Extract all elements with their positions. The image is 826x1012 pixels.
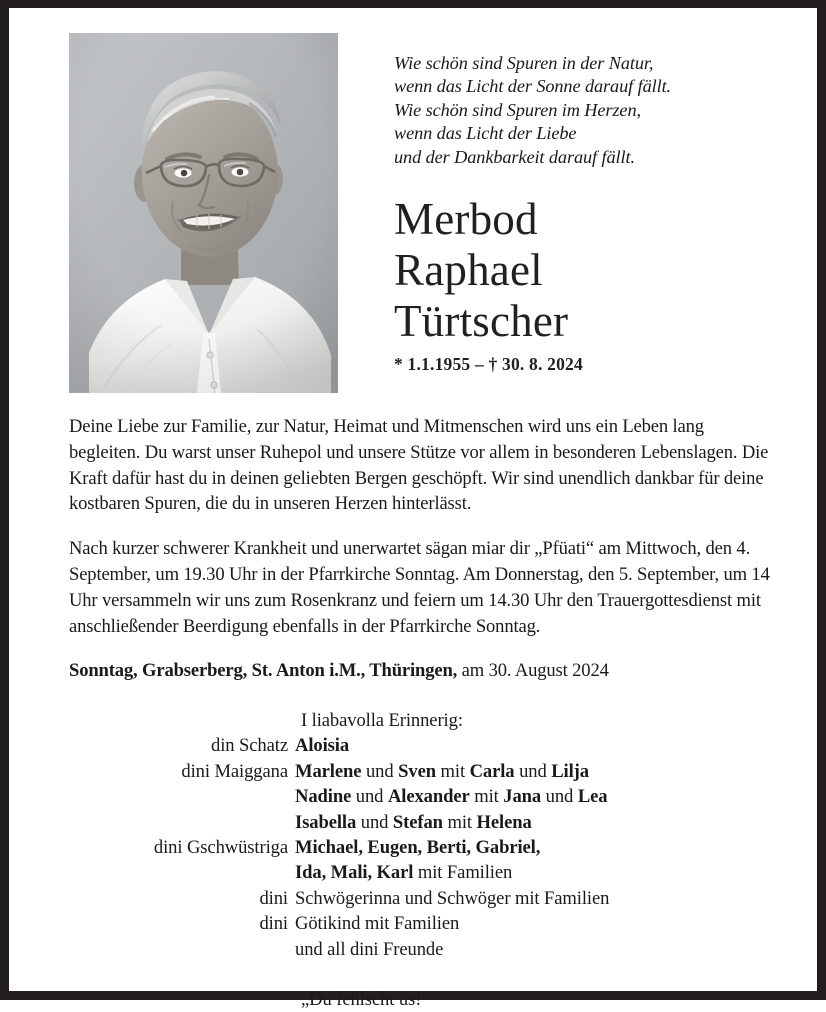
- family-member-name: Lea: [577, 786, 608, 808]
- family-connector-text: und: [514, 760, 552, 782]
- family-connector-text: mit Familien: [413, 862, 513, 884]
- family-member-names: [295, 810, 777, 835]
- family-relation-label: dini: [259, 887, 288, 909]
- family-name: Türtscher: [394, 296, 569, 346]
- family-relation-label: dini: [259, 913, 288, 935]
- family-member-name: Helena: [476, 811, 532, 833]
- obituary-body: [69, 414, 777, 684]
- family-member-name: Lilja: [551, 760, 589, 782]
- family-row: [69, 784, 777, 809]
- family-row: [69, 860, 777, 885]
- portrait-photo: [69, 33, 338, 393]
- poem-line: wenn das Licht der Sonne darauf fällt.: [394, 76, 672, 97]
- family-member-name: Carla: [469, 760, 515, 782]
- family-connector-text: und all dini Freunde: [295, 938, 444, 960]
- middle-name: Raphael: [394, 245, 543, 295]
- family-member-names: [295, 835, 777, 860]
- family-connector-text: und: [351, 786, 388, 808]
- family-member-names: [295, 733, 777, 758]
- family-row: [69, 759, 777, 784]
- family-list: [69, 708, 777, 1012]
- family-row: [69, 937, 777, 962]
- poem-line: und der Dankbarkeit darauf fällt.: [394, 146, 635, 167]
- life-dates: * 1.1.1955 – † 30. 8. 2024: [394, 354, 583, 374]
- family-list-heading: I liabavolla Erinnerig:: [301, 710, 463, 731]
- memorial-poem: [394, 52, 794, 169]
- family-member-names: [295, 784, 777, 809]
- family-row: [69, 835, 777, 860]
- given-name: Merbod: [394, 194, 538, 244]
- family-connector-text: Schwögerinna und Schwöger mit Familien: [295, 887, 610, 909]
- portrait-photo-image: [69, 33, 338, 393]
- family-member-names: [295, 860, 777, 885]
- announcement-date: am 30. August 2024: [457, 660, 609, 682]
- poem-line: wenn das Licht der Liebe: [394, 123, 577, 144]
- family-member-name: Ida, Mali, Karl: [295, 862, 414, 884]
- family-member-name: Stefan: [392, 811, 443, 833]
- family-member-names: [295, 937, 777, 962]
- family-member-name: Aloisia: [295, 735, 350, 757]
- family-rows: [69, 733, 777, 962]
- family-member-name: Jana: [503, 786, 542, 808]
- family-row: [69, 886, 777, 911]
- family-member-names: [295, 886, 777, 911]
- closing-quote: „Du fehlscht üs!“: [301, 989, 430, 1011]
- family-member-names: [295, 911, 777, 936]
- family-member-names: [295, 759, 777, 784]
- family-row: [69, 810, 777, 835]
- family-member-name: Marlene: [295, 760, 362, 782]
- family-connector-text: Götikind mit Familien: [295, 913, 460, 935]
- family-connector-text: mit: [469, 786, 504, 808]
- family-member-name: Nadine: [295, 786, 352, 808]
- deceased-name-block: [394, 194, 814, 375]
- family-relation-label: din Schatz: [211, 735, 288, 757]
- family-connector-text: und: [356, 811, 393, 833]
- funeral-details-paragraph: Nach kurzer schwerer Krankheit und unerwartet sägan miar dir „Pfüati“ am Mittwoch, den 4. September, um 19.30 Uhr in der Pfarrkirche Sonntag. Am Donnerstag, den 5. September, um 14 Uhr versammeln wir uns zum Rosenkranz und feiern um 14.30 Uhr den Trauergottesdienst mit anschließender Beerdigung ebenfalls in der Pfarrkirche Sonntag.: [69, 538, 770, 637]
- tribute-paragraph: Deine Liebe zur Familie, zur Natur, Heimat und Mitmenschen wird uns ein Leben lang begleiten. Du warst unser Ruhepol und unsere Stütze vor allem in besonderen Lebenslagen. Die Kraft dafür hast du in deinen geliebten Bergen geschöpft. Wir sind unendlich dankbar für deine kostbaren Spuren, die du in unseren Herzen hinterlässt.: [69, 416, 769, 515]
- family-member-name: Sven: [398, 760, 436, 782]
- family-row: [69, 733, 777, 758]
- family-member-name: Alexander: [387, 786, 470, 808]
- family-connector-text: und: [361, 760, 399, 782]
- place-names: Sonntag, Grabserberg, St. Anton i.M., Thüringen,: [69, 660, 458, 682]
- family-connector-text: mit: [435, 760, 470, 782]
- family-member-name: Isabella: [295, 811, 357, 833]
- poem-line: Wie schön sind Spuren im Herzen,: [394, 99, 641, 120]
- poem-line: Wie schön sind Spuren in der Natur,: [394, 53, 654, 73]
- family-connector-text: und: [541, 786, 578, 808]
- family-connector-text: mit: [442, 811, 477, 833]
- place-and-date-line: [69, 658, 777, 684]
- family-relation-label: dini Gschwüstriga: [153, 837, 288, 859]
- family-row: [69, 911, 777, 936]
- obituary-page: [9, 8, 817, 1011]
- family-relation-label: dini Maiggana: [181, 760, 288, 782]
- family-member-name: Michael, Eugen, Berti, Gabriel,: [295, 837, 541, 859]
